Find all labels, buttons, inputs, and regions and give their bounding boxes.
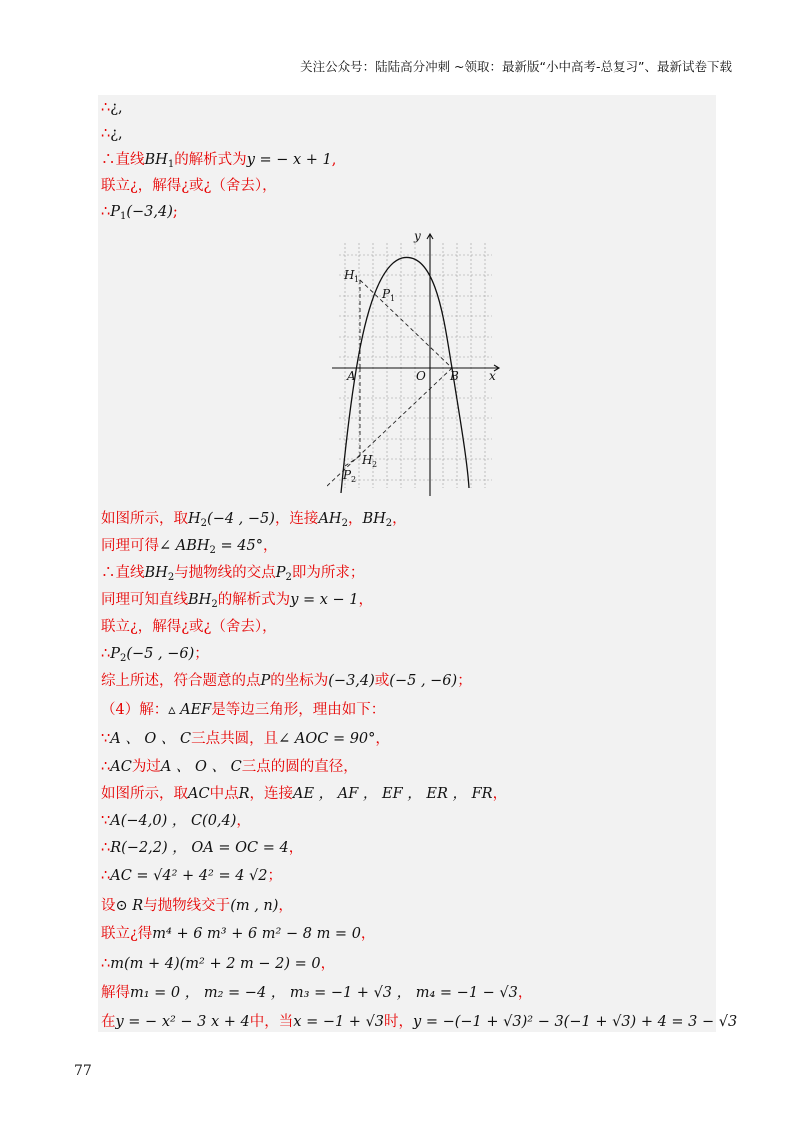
solution-line: 同理可知直线$BH_2$的解析式为y = x − 1， <box>101 592 374 610</box>
parabola-figure <box>327 228 503 496</box>
svg-text:P: P <box>343 468 352 482</box>
solution-line: ∴R(−2,2) ， OA = OC = 4， <box>101 840 304 856</box>
svg-text:2: 2 <box>351 475 357 484</box>
solution-line: 解得m₁ = 0 ， m₂ = −4 ， m₃ = −1 + √3 ， m₄ = −1 − √3， <box>101 985 533 1001</box>
solution-line: $\therefore P_1(-3,4)$; <box>101 204 178 222</box>
svg-text:2: 2 <box>372 460 378 469</box>
solution-line: 联立¿，解得¿或¿（舍去）， <box>101 619 277 635</box>
svg-text:P: P <box>382 287 391 301</box>
point-labels <box>342 229 496 484</box>
auxiliary-lines <box>327 280 452 486</box>
solution-line: ∴AC = √4² + 4² = 4 √2； <box>101 868 283 884</box>
solution-line: （4）解：▵ AEF是等边三角形，理由如下： <box>101 702 386 718</box>
svg-text:O: O <box>416 369 426 383</box>
svg-text:1: 1 <box>390 294 396 303</box>
solution-line: 如图所示，取$H_2(-4$ , −5)，连接$AH_2$，$BH_2$， <box>101 511 407 529</box>
solution-line: ∴m(m + 4)(m² + 2 m − 2) = 0， <box>101 956 336 972</box>
solution-line: ∴¿, <box>101 126 123 142</box>
parabola-svg <box>327 228 503 496</box>
solution-line: 在y = − x² − 3 x + 4中，当x = −1 + √3时，y = −(−1 + √3)² − 3(−1 + √3) + 4 = 3 − √3 <box>101 1014 738 1030</box>
svg-text:H: H <box>362 453 373 467</box>
solution-line: ∴AC为过A 、 O 、 C三点的圆的直径， <box>101 759 358 775</box>
svg-text:H: H <box>344 268 355 282</box>
grid <box>339 243 492 488</box>
page-number: 77 <box>74 1063 92 1079</box>
solution-line: 综上所述，符合题意的点P的坐标为(−3,4)或(−5 , −6)； <box>101 673 472 689</box>
solution-line: ∴¿, <box>101 100 123 116</box>
solution-line: ∵A 、 O 、 C三点共圆，且∠ AOC = 90°， <box>101 731 390 747</box>
page-header: 关注公众号：陆陆高分冲刺 ~领取：最新版“小中高考-总复习”、最新试卷下载 <box>300 59 732 74</box>
solution-line: 联立¿得m⁴ + 6 m³ + 6 m² − 8 m = 0， <box>101 926 376 942</box>
solution-line: 联立¿，解得¿或¿（舍去）， <box>101 178 277 194</box>
solution-line: ∵A(−4,0) ， C(0,4)， <box>101 813 251 829</box>
solution-line: $\therefore P_2(-5$ , −6)； <box>101 646 209 664</box>
solution-line: 同理可得∠ $ABH_2 = 45^\circ$， <box>101 538 278 556</box>
solution-line: 如图所示，取AC中点R，连接AE ， AF ， EF ， ER ， FR， <box>101 786 508 802</box>
solution-line: ∴直线$BH_1$的解析式为y = − x + 1, <box>101 152 337 170</box>
svg-text:x: x <box>489 369 496 383</box>
svg-text:B: B <box>450 369 459 383</box>
solution-line: ∴直线$BH_2$与抛物线的交点$P_2$即为所求； <box>101 565 365 583</box>
svg-text:1: 1 <box>354 275 360 284</box>
svg-text:y: y <box>414 229 421 243</box>
solution-line: 设⊙ R与抛物线交于(m , n)， <box>101 898 293 914</box>
svg-text:A: A <box>347 369 356 383</box>
